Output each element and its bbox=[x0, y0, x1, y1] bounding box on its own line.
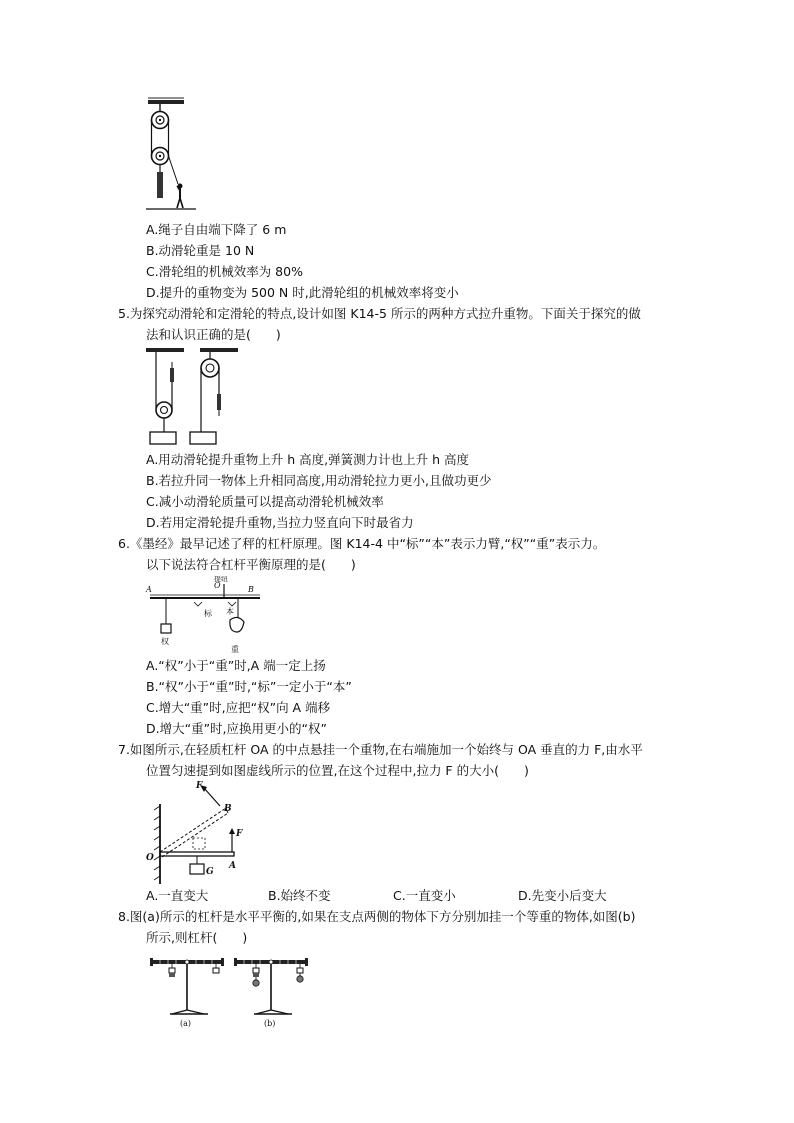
steelyard-label-ben: 本 bbox=[226, 607, 234, 616]
steelyard-label-a: A bbox=[146, 585, 152, 594]
lever-balance-label-a: (a) bbox=[180, 1019, 192, 1028]
steelyard-label-tiniu: 提纽 bbox=[214, 576, 228, 583]
q7-option-b: B.始终不变 bbox=[268, 888, 331, 903]
lever-label-o: O bbox=[146, 853, 154, 863]
q6-stem-line1: 6.《墨经》最早记述了秤的杠杆原理。图 K14-4 中“标”“本”表示力臂,“权”“重”表示力。 bbox=[118, 536, 606, 551]
lever-label-b: B bbox=[224, 804, 232, 814]
q7-option-c: C.一直变小 bbox=[393, 888, 456, 903]
pulley-comparison-figure bbox=[144, 346, 254, 446]
steelyard-label-quan: 权 bbox=[161, 637, 169, 646]
pulley-system-figure bbox=[140, 96, 200, 214]
q6-option-b: B.“权”小于“重”时,“标”一定小于“本” bbox=[146, 679, 352, 694]
q5-option-b: B.若拉升同一物体上升相同高度,用动滑轮拉力更小,且做功更少 bbox=[146, 473, 492, 488]
lever-balance-figure bbox=[146, 950, 316, 1030]
q8-stem-line2: 所示,则杠杆( ) bbox=[146, 930, 248, 945]
q6-stem-line2: 以下说法符合杠杆平衡原理的是( ) bbox=[146, 557, 356, 572]
steelyard-label-o: O bbox=[214, 581, 221, 590]
q8-stem-line1: 8.图(a)所示的杠杆是水平平衡的,如果在支点两侧的物体下方分别加挂一个等重的物体,如图(b) bbox=[118, 909, 636, 924]
q4-option-b: B.动滑轮重是 10 N bbox=[146, 243, 255, 258]
q6-option-c: C.增大“重”时,应把“权”向 A 端移 bbox=[146, 700, 331, 715]
q6-option-a: A.“权”小于“重”时,A 端一定上扬 bbox=[146, 658, 326, 673]
lever-label-f-right: F bbox=[236, 829, 243, 839]
lever-label-f-top: F bbox=[196, 781, 203, 791]
q4-option-a: A.绳子自由端下降了 6 m bbox=[146, 222, 287, 237]
q7-stem-line2: 位置匀速提到如图虚线所示的位置,在这个过程中,拉力 F 的大小( ) bbox=[146, 763, 529, 778]
q4-option-c: C.滑轮组的机械效率为 80% bbox=[146, 264, 303, 279]
q5-option-a: A.用动滑轮提升重物上升 h 高度,弹簧测力计也上升 h 高度 bbox=[146, 452, 470, 467]
lever-oa-figure bbox=[142, 780, 252, 886]
q5-stem-line1: 5.为探究动滑轮和定滑轮的特点,设计如图 K14-5 所示的两种方式拉升重物。下面关于探究的做 bbox=[118, 306, 641, 321]
steelyard-label-biao: 标 bbox=[204, 609, 212, 618]
q5-stem-line2: 法和认识正确的是( ) bbox=[146, 327, 281, 342]
lever-label-g: G bbox=[206, 867, 214, 877]
steelyard-label-zhong: 重 bbox=[231, 645, 239, 654]
q7-option-d: D.先变小后变大 bbox=[518, 888, 607, 903]
steelyard-figure bbox=[144, 576, 264, 656]
q5-option-d: D.若用定滑轮提升重物,当拉力竖直向下时最省力 bbox=[146, 515, 414, 530]
q4-option-d: D.提升的重物变为 500 N 时,此滑轮组的机械效率将变小 bbox=[146, 285, 459, 300]
q6-option-d: D.增大“重”时,应换用更小的“权” bbox=[146, 721, 327, 736]
steelyard-label-b: B bbox=[248, 585, 254, 594]
q7-stem-line1: 7.如图所示,在轻质杠杆 OA 的中点悬挂一个重物,在右端施加一个始终与 OA 垂直的力 F,由水平 bbox=[118, 742, 643, 757]
lever-label-a: A bbox=[229, 861, 236, 871]
lever-balance-label-b: (b) bbox=[264, 1019, 276, 1028]
q7-option-a: A.一直变大 bbox=[146, 888, 209, 903]
q5-option-c: C.减小动滑轮质量可以提高动滑轮机械效率 bbox=[146, 494, 384, 509]
